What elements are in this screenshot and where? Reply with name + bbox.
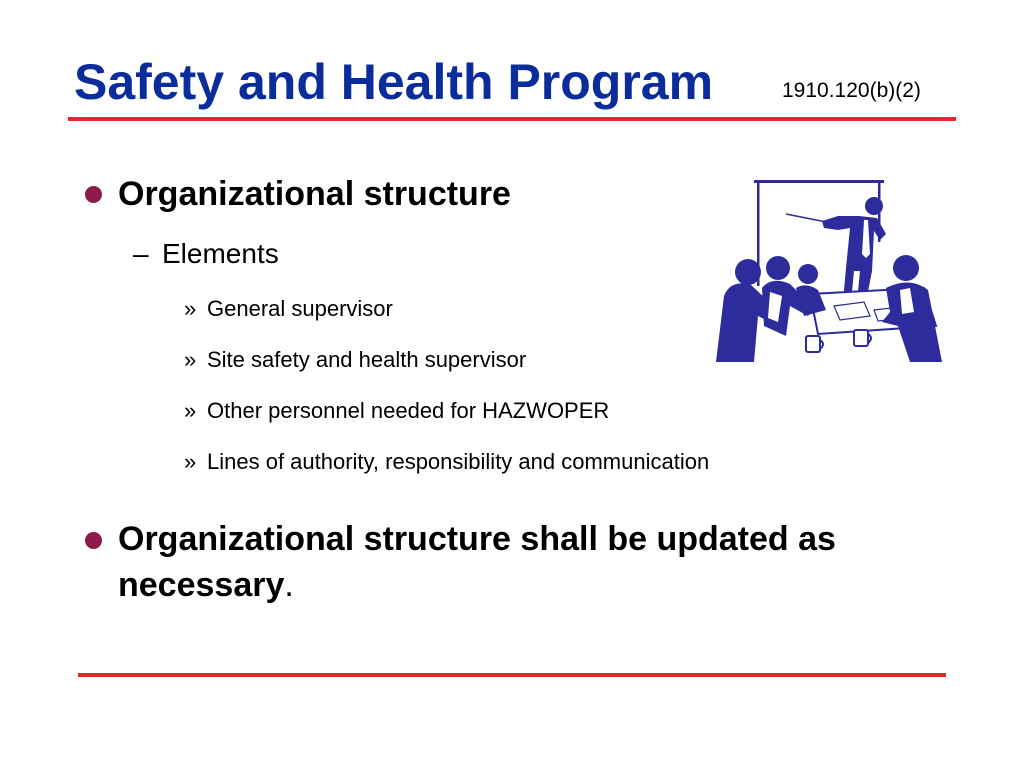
bullet-update-period: . <box>284 566 294 604</box>
bullet-icon <box>85 186 102 203</box>
bullet-update-note <box>118 516 918 608</box>
footer-rule <box>78 673 946 677</box>
regulation-reference: 1910.120(b)(2) <box>782 79 921 102</box>
chevron-icon: » <box>184 296 197 321</box>
chevron-icon: » <box>184 398 197 423</box>
chevron-icon: » <box>184 347 197 372</box>
sub-bullet-elements: Elements <box>162 238 279 269</box>
bullet-organizational-structure: Organizational structure <box>118 175 511 213</box>
bullet-icon <box>85 532 102 549</box>
element-item: Lines of authority, responsibility and communication <box>207 449 710 474</box>
dash-icon: – <box>133 238 149 269</box>
presentation-meeting-illustration <box>714 176 944 366</box>
element-item: Other personnel needed for HAZWOPER <box>207 398 610 423</box>
element-item: Site safety and health supervisor <box>207 347 527 372</box>
chevron-icon: » <box>184 449 197 474</box>
bullet-update-text: Organizational structure shall be updated as necessary <box>118 520 836 604</box>
element-item: General supervisor <box>207 296 393 321</box>
slide-title: Safety and Health Program <box>74 54 714 110</box>
title-underline <box>68 117 956 121</box>
